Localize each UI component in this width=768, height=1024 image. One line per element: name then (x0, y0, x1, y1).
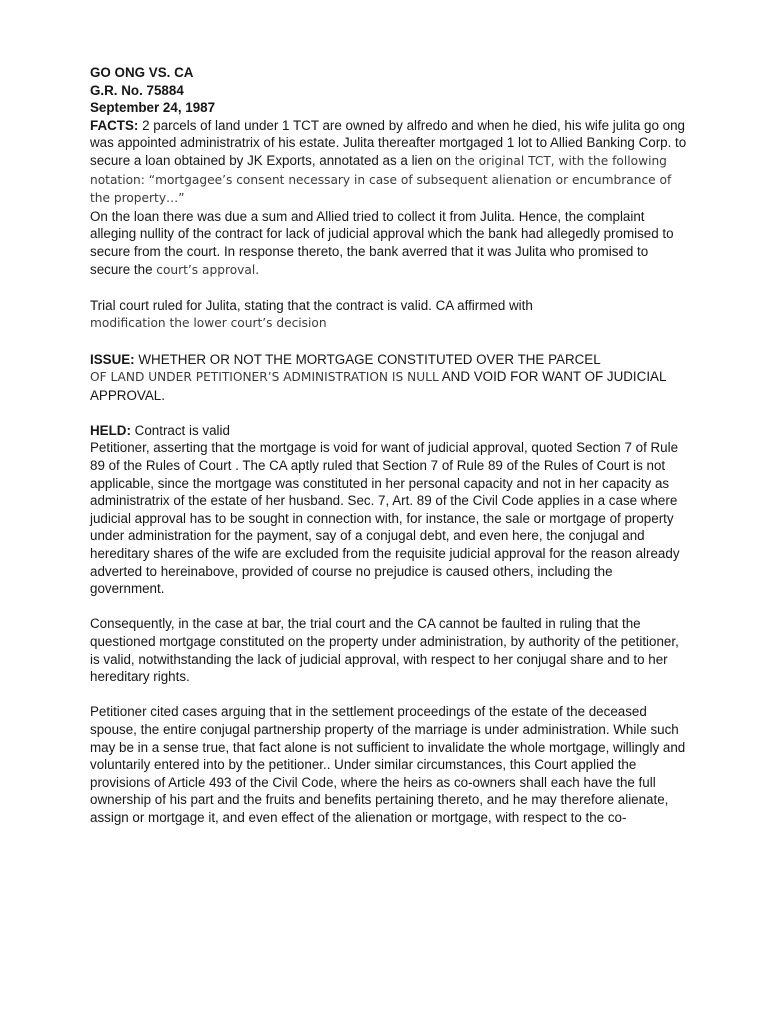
facts-p2-text-a: On the loan there was due a sum and Allied tried to collect it from Julita. Hence, the complaint alleging nullity of the contract for lack of judicial approval which the bank had allegedly promised to secure from the court. In response thereto, the bank averred that it was Julita who promised to secure the (90, 208, 674, 277)
facts-label: FACTS: (90, 117, 139, 133)
case-title: GO ONG VS. CA (90, 65, 194, 80)
issue-label: ISSUE: (90, 351, 135, 367)
held-heading (90, 422, 690, 440)
case-digest (90, 64, 690, 827)
issue-paragraph (90, 351, 690, 405)
held-ruling: Contract is valid (134, 422, 230, 438)
trial-text-b: modification the lower court’s decision (90, 316, 327, 331)
issue-text-b: OF LAND UNDER PETITIONER’S ADMINISTRATION IS NULL (90, 370, 439, 385)
facts-paragraph-1 (90, 117, 690, 208)
facts-p2-text-b: court’s approval. (156, 262, 260, 277)
issue-text-a: WHETHER OR NOT THE MORTGAGE CONSTITUTED OVER THE PARCEL (138, 351, 601, 367)
facts-text-a: 2 parcels of land under 1 TCT are owned by alfredo and when he died, his wife julita go ong was appointed administratrix of his estate. Julita thereafter mortgaged 1 lot to Allied Banking Corp. to secure a loan obtained by JK Exports, annotated as a lien on (90, 117, 687, 168)
issue-text-c: AND VOID FOR WANT OF JUDICIAL APPROVAL. (90, 369, 666, 403)
gr-number: G.R. No. 75884 (90, 82, 184, 98)
facts-text-b: the original TCT, with the following notation: “mortgagee’s consent necessary in case of subsequent alienation or encumbrance of the property…” (90, 153, 672, 206)
held-paragraph-1: Petitioner, asserting that the mortgage is void for want of judicial approval, quoted Section 7 of Rule 89 of the Rules of Court . The CA aptly ruled that Section 7 of Rule 89 of the Rules of Court is not applicable, since the mortgage was constituted in her personal capacity and not in her capacity as administratrix of the estate of her husband. Sec. 7, Art. 89 of the Civil Code applies in a case where judicial approval has to be sought in connection with, for instance, the sale or mortgage of property under administration for the payment, say of a conjugal debt, and even here, the conjugal and hereditary shares of the wife are excluded from the requisite judicial approval for the reason already adverted to hereinabove, provided of course no prejudice is caused others, including the government. (90, 440, 680, 597)
decision-date: September 24, 1987 (90, 100, 216, 116)
held-label: HELD: (90, 422, 131, 438)
trial-court-paragraph (90, 297, 690, 333)
held-paragraph-2: Consequently, in the case at bar, the trial court and the CA cannot be faulted in ruling that the questioned mortgage constituted on the property under administration, by authority of the petitioner, is valid, notwithstanding the lack of judicial approval, with respect to her conjugal share and to her hereditary rights. (90, 616, 679, 685)
trial-text-a: Trial court ruled for Julita, stating that the contract is valid. CA affirmed with (90, 297, 533, 313)
held-paragraph-3: Petitioner cited cases arguing that in the settlement proceedings of the estate of the deceased spouse, the entire conjugal partnership property of the marriage is under administration. While such may be in a sense true, that fact alone is not sufficient to invalidate the whole mortgage, willingly and voluntarily entered into by the petitioner.. Under similar circumstances, this Court applied the provisions of Article 493 of the Civil Code, where the heirs as co-owners shall each have the full ownership of his part and the fruits and benefits pertaining thereto, and he may therefore alienate, assign or mortgage it, and even effect of the alienation or mortgage, with respect to the co- (90, 704, 686, 825)
facts-paragraph-2 (90, 208, 690, 279)
